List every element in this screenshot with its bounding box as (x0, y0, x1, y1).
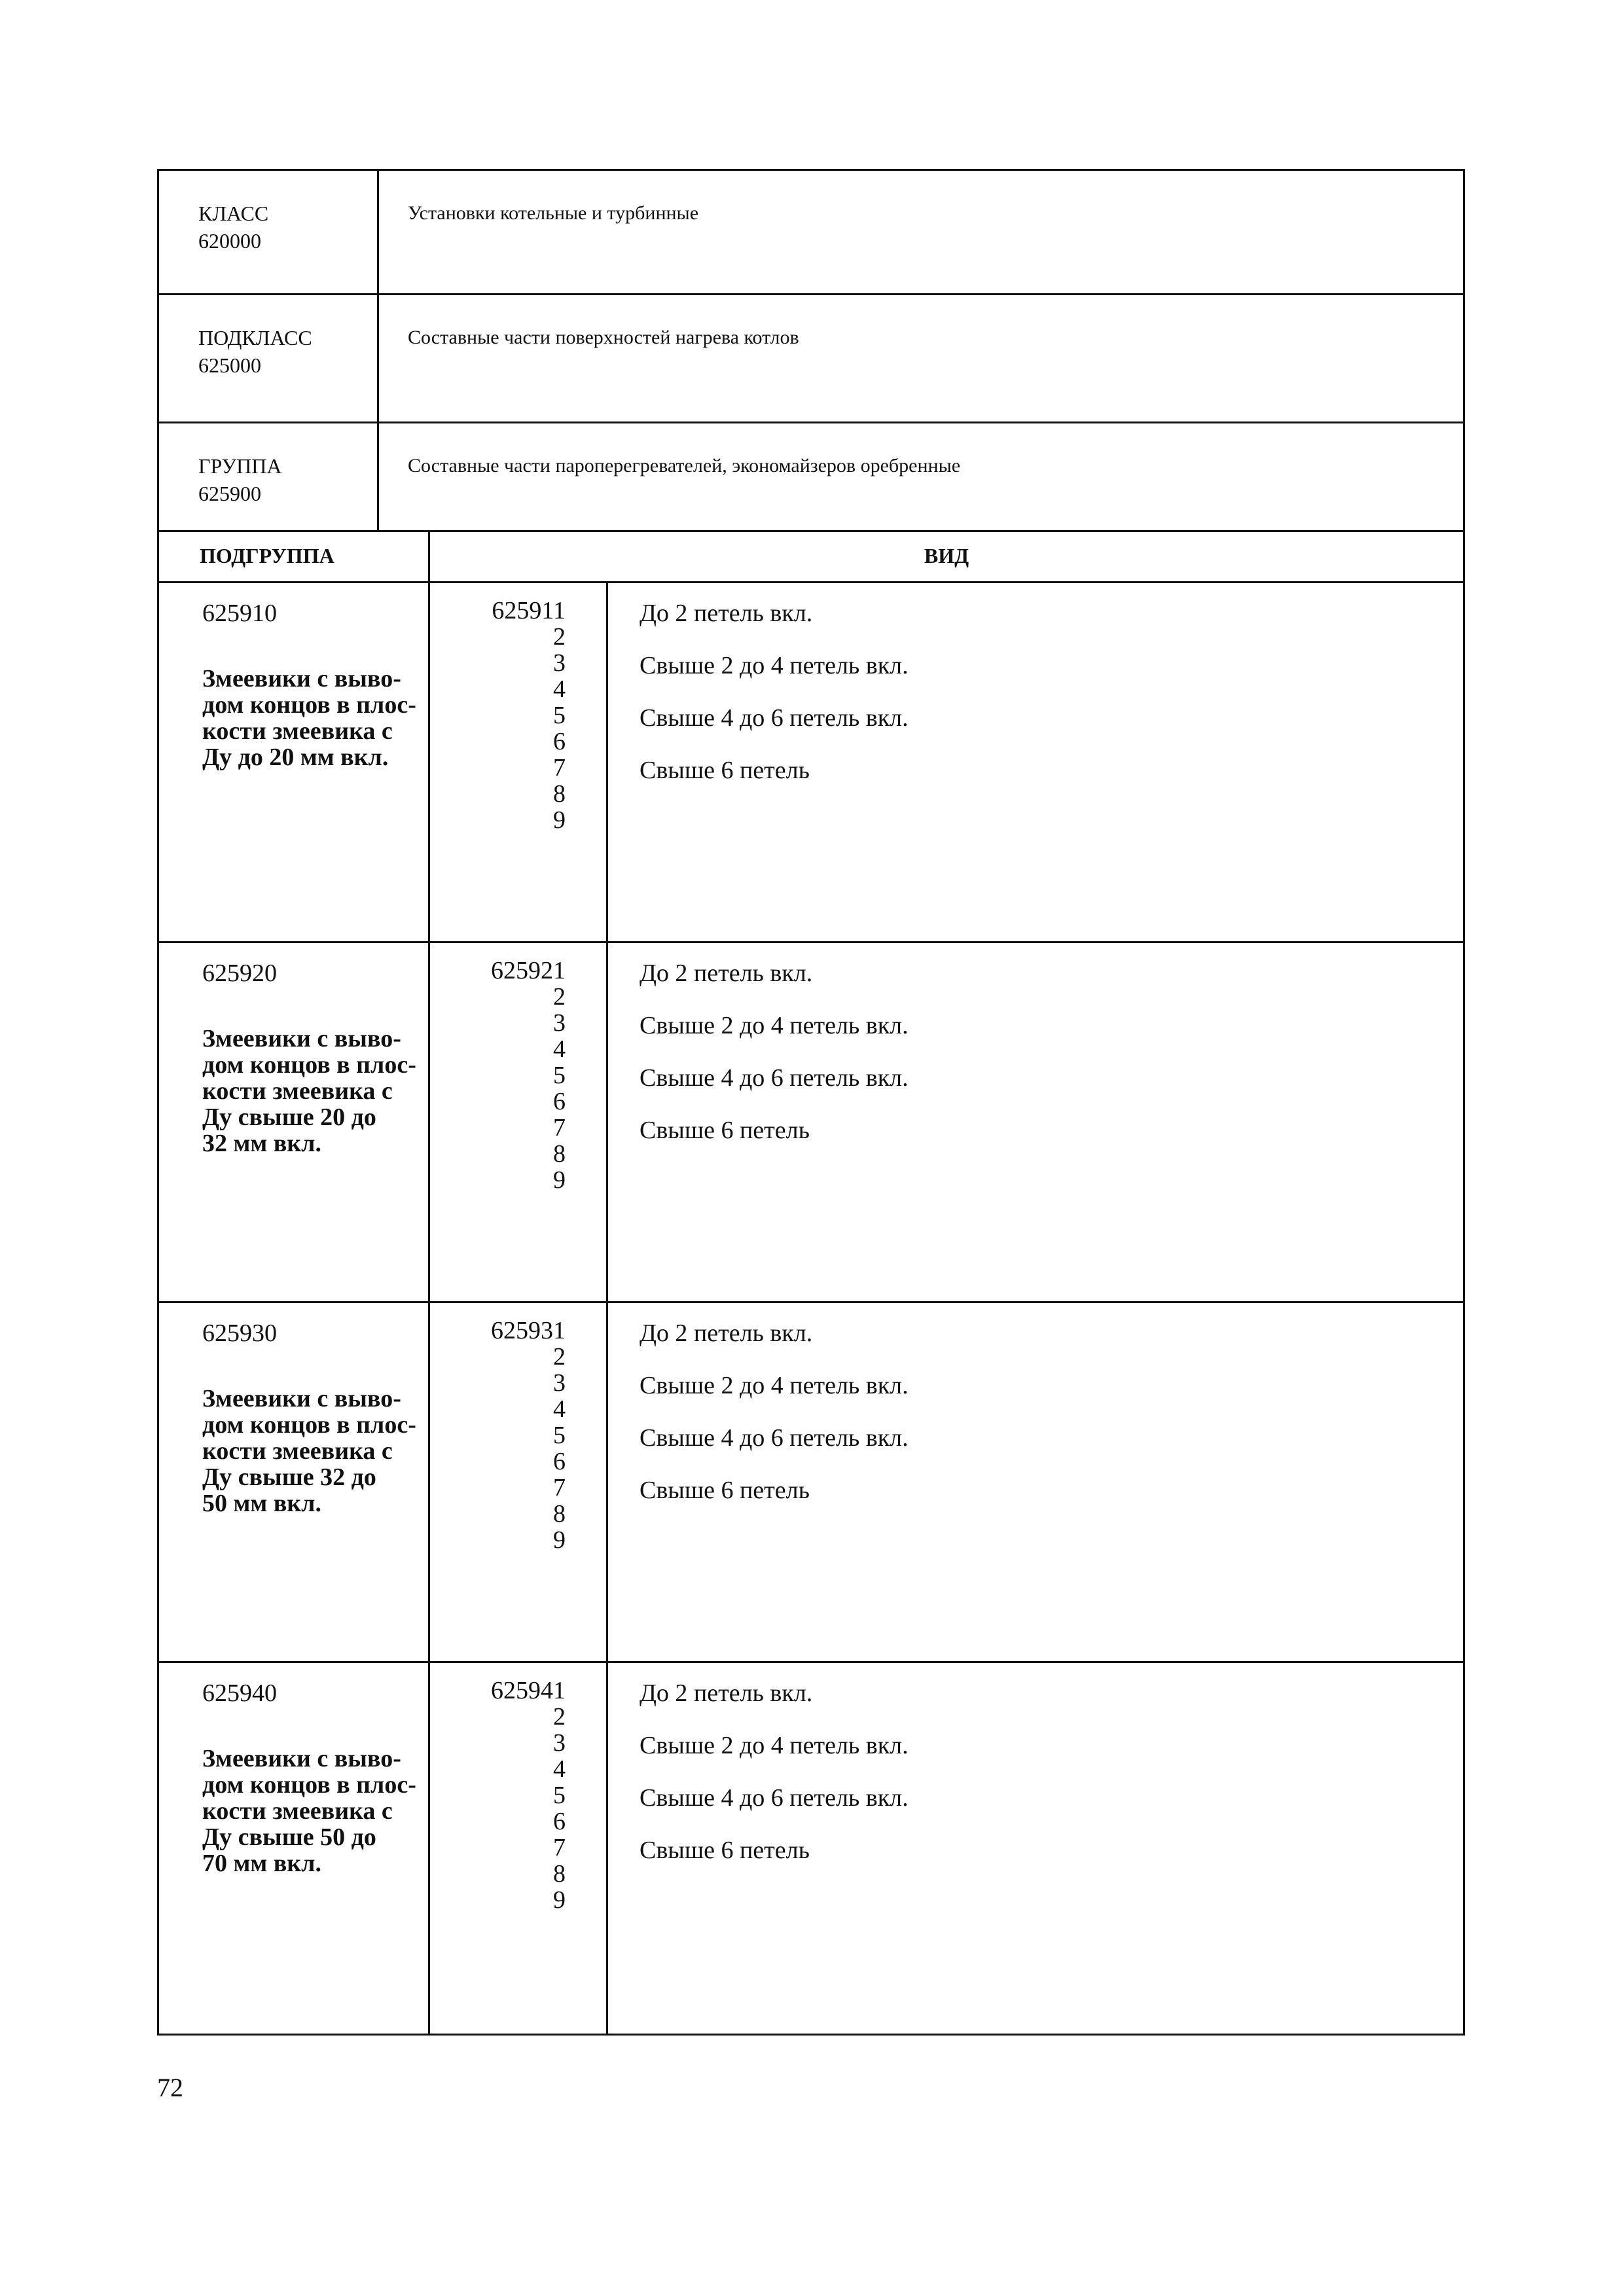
loop-range: Свыше 4 до 6 петель вкл. (640, 704, 909, 732)
vid-code-digit: 2 (553, 623, 566, 651)
subgroup-block (159, 583, 1463, 943)
loop-range: Свыше 4 до 6 петель вкл. (640, 1424, 909, 1452)
loop-range: Свыше 4 до 6 петель вкл. (640, 1064, 909, 1092)
subclass-label: ПОДКЛАСС (198, 326, 312, 350)
range-cell (608, 943, 1463, 1301)
description-line: 32 мм вкл. (202, 1130, 322, 1157)
loop-ranges (640, 1318, 909, 1527)
description-line: 70 мм вкл. (202, 1850, 322, 1877)
subgroup-block (159, 943, 1463, 1303)
description-line: дом концов в плос- (202, 1051, 416, 1079)
subgroup-cell (159, 1663, 430, 2034)
group-code: 625900 (198, 482, 261, 505)
group-name: Составные части пароперегревателей, экономайзеров оребренные (408, 455, 961, 476)
vid-code-digit: 8 (553, 780, 566, 808)
group-label-cell (159, 423, 379, 530)
column-header-row (159, 532, 1463, 583)
vid-cell (430, 943, 608, 1301)
subgroup-block (159, 1303, 1463, 1663)
classifier-table (157, 169, 1465, 2036)
vid-code-digit: 2 (553, 1703, 566, 1731)
subclass-row (159, 295, 1463, 423)
loop-range: До 2 петель вкл. (640, 600, 813, 627)
group-row (159, 423, 1463, 532)
vid-codes (491, 958, 566, 1193)
vid-code-digit: 9 (553, 1886, 566, 1914)
description-line: Ду свыше 20 до (202, 1103, 376, 1131)
subgroup-cell (159, 583, 430, 941)
subgroup-description (202, 1386, 416, 1516)
vid-codes (491, 1318, 566, 1553)
vid-code-digit: 3 (553, 1009, 566, 1037)
vid-codes (491, 1677, 566, 1913)
loop-ranges (640, 958, 909, 1167)
loop-range: Свыше 2 до 4 петель вкл. (640, 1012, 909, 1039)
range-cell (608, 1663, 1463, 2034)
loop-range: До 2 петель вкл. (640, 1319, 813, 1347)
vid-column-header: ВИД (924, 544, 969, 567)
description-line: 50 мм вкл. (202, 1490, 322, 1517)
vid-code-digit: 9 (553, 1166, 566, 1194)
vid-code-digit: 7 (553, 1114, 566, 1141)
vid-code-digit: 2 (553, 983, 566, 1011)
vid-cell (430, 583, 608, 941)
class-name: Установки котельные и турбинные (408, 202, 699, 224)
description-line: Ду до 20 мм вкл. (202, 744, 389, 771)
vid-code-digit: 8 (553, 1500, 566, 1528)
description-line: кости змеевика с (202, 717, 393, 745)
vid-code-digit: 2 (553, 1343, 566, 1371)
loop-ranges (640, 1677, 909, 1887)
loop-range: Свыше 6 петель (640, 1837, 810, 1864)
description-line: Змеевики с выво- (202, 1025, 401, 1052)
vid-code-digit: 4 (553, 675, 566, 703)
vid-code-digit: 3 (553, 1729, 566, 1757)
vid-code-digit: 8 (553, 1860, 566, 1888)
description-line: дом концов в плос- (202, 691, 416, 719)
description-line: Ду свыше 32 до (202, 1463, 376, 1491)
range-cell (608, 583, 1463, 941)
description-line: дом концов в плос- (202, 1411, 416, 1439)
vid-cell (430, 1663, 608, 2034)
description-line: Змеевики с выво- (202, 1385, 401, 1412)
description-line: дом концов в плос- (202, 1771, 416, 1799)
subgroup-code: 625920 (202, 960, 277, 987)
vid-code-digit: 6 (553, 1088, 566, 1115)
vid-code-digit: 3 (553, 1369, 566, 1397)
loop-range: Свыше 6 петель (640, 757, 810, 784)
subgroup-code: 625910 (202, 600, 277, 627)
description-line: Ду свыше 50 до (202, 1823, 376, 1851)
vid-code-digit: 5 (553, 702, 566, 729)
class-label: КЛАСС (198, 202, 269, 225)
page-number: 72 (157, 2073, 183, 2102)
class-code: 620000 (198, 229, 261, 253)
vid-code-digit: 3 (553, 649, 566, 677)
vid-code-digit: 9 (553, 1526, 566, 1554)
subclass-code: 625000 (198, 353, 261, 377)
vid-code-digit: 7 (553, 1474, 566, 1501)
loop-range: До 2 петель вкл. (640, 960, 813, 987)
vid-code-first: 625931 (491, 1317, 566, 1344)
vid-code-digit: 7 (553, 1834, 566, 1861)
vid-code-first: 625941 (491, 1677, 566, 1704)
class-row (159, 171, 1463, 295)
vid-code-first: 625921 (491, 957, 566, 984)
vid-code-digit: 4 (553, 1755, 566, 1783)
group-label: ГРУППА (198, 454, 282, 478)
description-line: Змеевики с выво- (202, 665, 401, 692)
subgroup-description (202, 1026, 416, 1157)
vid-cell (430, 1303, 608, 1661)
vid-code-digit: 7 (553, 754, 566, 781)
vid-code-digit: 5 (553, 1422, 566, 1449)
subgroup-block (159, 1663, 1463, 2034)
loop-range: Свыше 6 петель (640, 1477, 810, 1504)
subgroup-code: 625930 (202, 1319, 277, 1347)
loop-range: Свыше 2 до 4 петель вкл. (640, 652, 909, 679)
vid-code-digit: 6 (553, 728, 566, 755)
vid-code-digit: 9 (553, 806, 566, 834)
subgroup-cell (159, 1303, 430, 1661)
subclass-name: Составные части поверхностей нагрева котлов (408, 327, 799, 348)
vid-code-digit: 6 (553, 1448, 566, 1475)
description-line: кости змеевика с (202, 1437, 393, 1465)
description-line: Змеевики с выво- (202, 1745, 401, 1772)
subclass-label-cell (159, 295, 379, 422)
vid-code-digit: 6 (553, 1808, 566, 1835)
vid-code-digit: 8 (553, 1140, 566, 1168)
vid-code-digit: 4 (553, 1395, 566, 1423)
vid-codes (492, 598, 566, 833)
vid-code-digit: 4 (553, 1035, 566, 1063)
loop-range: Свыше 6 петель (640, 1117, 810, 1144)
class-label-cell (159, 171, 379, 293)
description-line: кости змеевика с (202, 1077, 393, 1105)
subgroup-description (202, 666, 416, 770)
loop-range: Свыше 2 до 4 петель вкл. (640, 1732, 909, 1759)
vid-code-digit: 5 (553, 1782, 566, 1809)
subgroup-code: 625940 (202, 1679, 277, 1707)
subgroup-column-header: ПОДГРУППА (200, 544, 334, 567)
loop-range: Свыше 2 до 4 петель вкл. (640, 1372, 909, 1399)
loop-ranges (640, 598, 909, 807)
loop-range: До 2 петель вкл. (640, 1679, 813, 1707)
range-cell (608, 1303, 1463, 1661)
vid-code-digit: 5 (553, 1062, 566, 1089)
vid-code-first: 625911 (492, 597, 566, 624)
subgroup-description (202, 1746, 416, 1876)
subgroup-cell (159, 943, 430, 1301)
loop-range: Свыше 4 до 6 петель вкл. (640, 1784, 909, 1812)
description-line: кости змеевика с (202, 1797, 393, 1825)
